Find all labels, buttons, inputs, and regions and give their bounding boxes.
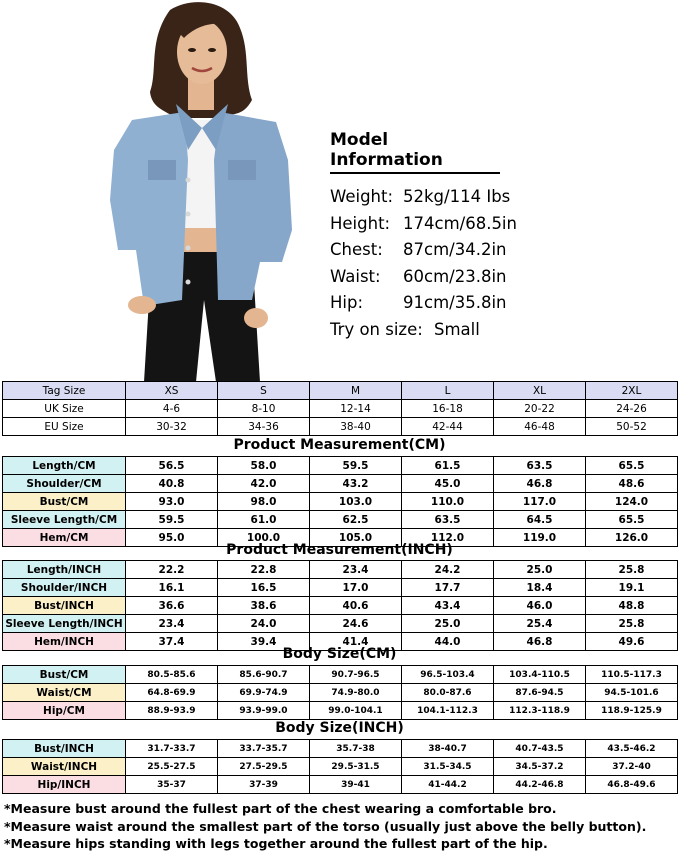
- model-info-label: Weight:: [330, 187, 394, 206]
- value-cell: 44.0: [402, 633, 494, 651]
- value-cell: 22.8: [218, 561, 310, 579]
- value-cell: 16.5: [218, 579, 310, 597]
- value-cell: 2XL: [586, 382, 678, 400]
- row-label-cell: Waist/INCH: [3, 758, 126, 776]
- value-cell: 112.3-118.9: [494, 702, 586, 720]
- body-size-cm-table: [2, 665, 678, 720]
- table-row: [3, 776, 678, 794]
- model-info-label: Chest:: [330, 240, 383, 259]
- model-info-value: 91cm/35.8in: [403, 293, 507, 312]
- value-cell: 4-6: [126, 400, 218, 418]
- row-label-cell: Bust/INCH: [3, 597, 126, 615]
- value-cell: 25.5-27.5: [126, 758, 218, 776]
- row-label-cell: Shoulder/CM: [3, 475, 126, 493]
- model-info-value: 52kg/114 Ibs: [403, 187, 511, 206]
- value-cell: 43.4: [402, 597, 494, 615]
- model-info-label: Hip:: [330, 293, 364, 312]
- value-cell: 38.6: [218, 597, 310, 615]
- value-cell: 110.5-117.3: [586, 666, 678, 684]
- value-cell: 25.0: [402, 615, 494, 633]
- value-cell: 112.0: [402, 529, 494, 547]
- product-measurement-inch-table: [2, 560, 678, 651]
- value-cell: 8-10: [218, 400, 310, 418]
- value-cell: 23.4: [310, 561, 402, 579]
- value-cell: 17.7: [402, 579, 494, 597]
- value-cell: 62.5: [310, 511, 402, 529]
- value-cell: 30-32: [126, 418, 218, 436]
- value-cell: 126.0: [586, 529, 678, 547]
- value-cell: 36.6: [126, 597, 218, 615]
- value-cell: S: [218, 382, 310, 400]
- value-cell: 119.0: [494, 529, 586, 547]
- value-cell: 98.0: [218, 493, 310, 511]
- value-cell: 64.8-69.9: [126, 684, 218, 702]
- value-cell: 99.0-104.1: [310, 702, 402, 720]
- table-row: [3, 684, 678, 702]
- value-cell: 42.0: [218, 475, 310, 493]
- row-label-cell: Waist/CM: [3, 684, 126, 702]
- value-cell: 46-48: [494, 418, 586, 436]
- value-cell: 27.5-29.5: [218, 758, 310, 776]
- value-cell: 105.0: [310, 529, 402, 547]
- value-cell: L: [402, 382, 494, 400]
- table-row: [3, 475, 678, 493]
- value-cell: 35.7-38: [310, 740, 402, 758]
- table-row: [3, 666, 678, 684]
- value-cell: 40.7-43.5: [494, 740, 586, 758]
- value-cell: 48.8: [586, 597, 678, 615]
- value-cell: 80.5-85.6: [126, 666, 218, 684]
- value-cell: 16.1: [126, 579, 218, 597]
- value-cell: 24.6: [310, 615, 402, 633]
- value-cell: 103.0: [310, 493, 402, 511]
- value-cell: 100.0: [218, 529, 310, 547]
- table-row: [3, 579, 678, 597]
- model-info-row: [330, 290, 670, 317]
- value-cell: 25.4: [494, 615, 586, 633]
- model-info-label: Waist:: [330, 266, 381, 286]
- value-cell: 117.0: [494, 493, 586, 511]
- value-cell: 24.2: [402, 561, 494, 579]
- row-label-cell: Sleeve Length/INCH: [3, 615, 126, 633]
- value-cell: XS: [126, 382, 218, 400]
- model-info-label: Try on size:: [330, 319, 423, 339]
- value-cell: 61.5: [402, 457, 494, 475]
- value-cell: 59.5: [310, 457, 402, 475]
- value-cell: 74.9-80.0: [310, 684, 402, 702]
- size-conversion-table: [2, 381, 678, 436]
- value-cell: 35-37: [126, 776, 218, 794]
- body-size-inch-table: [2, 739, 678, 794]
- value-cell: 44.2-46.8: [494, 776, 586, 794]
- value-cell: 124.0: [586, 493, 678, 511]
- value-cell: 25.8: [586, 615, 678, 633]
- value-cell: 90.7-96.5: [310, 666, 402, 684]
- value-cell: 65.5: [586, 511, 678, 529]
- table-row: [3, 615, 678, 633]
- value-cell: 33.7-35.7: [218, 740, 310, 758]
- value-cell: 49.6: [586, 633, 678, 651]
- value-cell: 16-18: [402, 400, 494, 418]
- value-cell: 29.5-31.5: [310, 758, 402, 776]
- value-cell: 93.9-99.0: [218, 702, 310, 720]
- model-info-row: [330, 237, 670, 264]
- value-cell: 104.1-112.3: [402, 702, 494, 720]
- value-cell: 41.4: [310, 633, 402, 651]
- table-row: [3, 740, 678, 758]
- value-cell: 48.6: [586, 475, 678, 493]
- value-cell: 40.6: [310, 597, 402, 615]
- measurement-notes: [4, 800, 676, 853]
- value-cell: 64.5: [494, 511, 586, 529]
- value-cell: 39-41: [310, 776, 402, 794]
- row-label-cell: Bust/CM: [3, 493, 126, 511]
- value-cell: 88.9-93.9: [126, 702, 218, 720]
- value-cell: 118.9-125.9: [586, 702, 678, 720]
- value-cell: 31.5-34.5: [402, 758, 494, 776]
- value-cell: 93.0: [126, 493, 218, 511]
- body-inch-title: Body Size(INCH): [275, 720, 404, 736]
- table-row: [3, 758, 678, 776]
- value-cell: 37-39: [218, 776, 310, 794]
- value-cell: 58.0: [218, 457, 310, 475]
- row-label-cell: Bust/INCH: [3, 740, 126, 758]
- value-cell: M: [310, 382, 402, 400]
- value-cell: 38-40.7: [402, 740, 494, 758]
- value-cell: 34.5-37.2: [494, 758, 586, 776]
- model-info-value: 174cm/68.5in: [403, 213, 517, 233]
- value-cell: 18.4: [494, 579, 586, 597]
- value-cell: 22.2: [126, 561, 218, 579]
- value-cell: 50-52: [586, 418, 678, 436]
- row-label-cell: EU Size: [3, 418, 126, 436]
- table-row: [3, 702, 678, 720]
- value-cell: 61.0: [218, 511, 310, 529]
- value-cell: 12-14: [310, 400, 402, 418]
- value-cell: 43.2: [310, 475, 402, 493]
- value-cell: 63.5: [402, 511, 494, 529]
- value-cell: 96.5-103.4: [402, 666, 494, 684]
- value-cell: 25.0: [494, 561, 586, 579]
- model-info-label: Height:: [330, 213, 391, 233]
- model-info-row: [330, 211, 670, 238]
- table-row: [3, 457, 678, 475]
- row-label-cell: Shoulder/INCH: [3, 579, 126, 597]
- value-cell: 59.5: [126, 511, 218, 529]
- table-row: [3, 493, 678, 511]
- value-cell: 31.7-33.7: [126, 740, 218, 758]
- value-cell: 24.0: [218, 615, 310, 633]
- value-cell: 95.0: [126, 529, 218, 547]
- row-label-cell: UK Size: [3, 400, 126, 418]
- value-cell: 94.5-101.6: [586, 684, 678, 702]
- value-cell: 39.4: [218, 633, 310, 651]
- value-cell: 37.2-40: [586, 758, 678, 776]
- value-cell: 37.4: [126, 633, 218, 651]
- value-cell: 80.0-87.6: [402, 684, 494, 702]
- row-label-cell: Tag Size: [3, 382, 126, 400]
- note-hip: *Measure hips standing with legs together around the fullest part of the hip.: [4, 836, 548, 851]
- value-cell: 65.5: [586, 457, 678, 475]
- table-row: [3, 400, 678, 418]
- value-cell: 23.4: [126, 615, 218, 633]
- product-inch-title: Product Measurement(INCH): [226, 542, 453, 558]
- value-cell: 17.0: [310, 579, 402, 597]
- value-cell: 45.0: [402, 475, 494, 493]
- value-cell: 34-36: [218, 418, 310, 436]
- model-info-row: [330, 264, 670, 291]
- row-label-cell: Length/CM: [3, 457, 126, 475]
- value-cell: 56.5: [126, 457, 218, 475]
- row-label-cell: Hem/CM: [3, 529, 126, 547]
- value-cell: 38-40: [310, 418, 402, 436]
- value-cell: 46.0: [494, 597, 586, 615]
- value-cell: 20-22: [494, 400, 586, 418]
- row-label-cell: Length/INCH: [3, 561, 126, 579]
- value-cell: XL: [494, 382, 586, 400]
- body-cm-title: Body Size(CM): [282, 646, 397, 662]
- model-info-row: [330, 184, 670, 211]
- table-row: [3, 382, 678, 400]
- value-cell: 46.8-49.6: [586, 776, 678, 794]
- value-cell: 46.8: [494, 633, 586, 651]
- table-row: [3, 597, 678, 615]
- value-cell: 46.8: [494, 475, 586, 493]
- value-cell: 40.8: [126, 475, 218, 493]
- row-label-cell: Bust/CM: [3, 666, 126, 684]
- model-info-row: [330, 317, 670, 344]
- table-row: [3, 418, 678, 436]
- value-cell: 24-26: [586, 400, 678, 418]
- value-cell: 69.9-74.9: [218, 684, 310, 702]
- value-cell: 87.6-94.5: [494, 684, 586, 702]
- value-cell: 43.5-46.2: [586, 740, 678, 758]
- product-cm-title: Product Measurement(CM): [233, 437, 446, 453]
- model-info-value: 87cm/34.2in: [403, 240, 507, 259]
- value-cell: 85.6-90.7: [218, 666, 310, 684]
- value-cell: 42-44: [402, 418, 494, 436]
- model-info-value: 60cm/23.8in: [403, 266, 507, 286]
- model-info-title: Model Information: [330, 130, 500, 174]
- model-info-value: Small: [434, 319, 480, 339]
- row-label-cell: Hem/INCH: [3, 633, 126, 651]
- product-measurement-cm-table: [2, 456, 678, 547]
- table-row: [3, 511, 678, 529]
- row-label-cell: Hip/INCH: [3, 776, 126, 794]
- value-cell: 110.0: [402, 493, 494, 511]
- value-cell: 41-44.2: [402, 776, 494, 794]
- note-bust: *Measure bust around the fullest part of the chest wearing a comfortable bro.: [4, 801, 557, 816]
- value-cell: 19.1: [586, 579, 678, 597]
- row-label-cell: Hip/CM: [3, 702, 126, 720]
- model-photo: [92, 0, 307, 382]
- value-cell: 25.8: [586, 561, 678, 579]
- row-label-cell: Sleeve Length/CM: [3, 511, 126, 529]
- model-information: [330, 130, 670, 343]
- note-waist: *Measure waist around the smallest part of the torso (usually just above the belly button).: [4, 818, 647, 834]
- table-row: [3, 561, 678, 579]
- value-cell: 63.5: [494, 457, 586, 475]
- value-cell: 103.4-110.5: [494, 666, 586, 684]
